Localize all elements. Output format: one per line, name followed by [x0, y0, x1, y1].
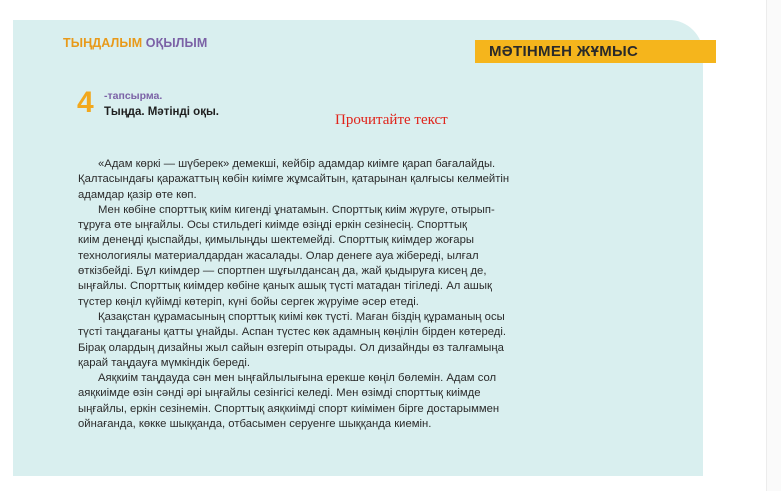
text-work-banner: МӘТІНМЕН ЖҰМЫС — [475, 40, 716, 63]
section-heading — [63, 36, 207, 50]
text-line: технологиялы материалдардан жасалады. Олар денеге ауа жібереді, ылғал — [78, 249, 479, 262]
reading-text — [78, 157, 653, 432]
text-line: Бірақ олардың дизайны жыл сайын өзгеріп отырады. Ол дизайнды өз талғамыңа — [78, 341, 504, 354]
text-line: Қалтасындағы қаражаттың көбін киімге жұмсайтын, қатарынан қалғысы келмейтін — [78, 173, 510, 186]
listening-word: ТЫҢДАЛЫМ — [63, 36, 143, 50]
text-line: Мен көбіне спорттық киім кигенді ұнатамын. Спорттық киім жүруге, отырып- — [98, 203, 495, 216]
text-line: ыңғайлы, еркін сезінемін. Спорттық аяқкиімді спорт киімімен бірге достарыммен — [78, 402, 500, 415]
text-line: ойнағанда, көкке шыққанда, отбасымен серуенге шыққанда киемін. — [78, 418, 432, 431]
text-line: Аяқкиім таңдауда сән мен ыңғайлылығына ерекше көңіл бөлемін. Адам сол — [98, 372, 497, 385]
text-line: түсті таңдағаны қатты ұнайды. Аспан түстес көк адамның көңілін бірден көтереді. — [78, 326, 507, 339]
text-line: қарай таңдауға мүмкіндік береді. — [78, 356, 250, 369]
text-line: ыңғайлы. Спорттық киімдер көбіне қаныҡ ашық түсті матадан тігіледі. Ал ашық — [78, 280, 492, 293]
text-line: түстер көңіл күйімді көтеріп, күні бойы сергек жүруіме әсер етеді. — [78, 295, 419, 308]
text-line: киім денеңді қыспайды, қимылыңды шектемейді. Спорттық киімдер жоғары — [78, 234, 474, 247]
task-label: -тапсырма. — [104, 90, 163, 102]
text-line: өткізбейді. Бұл киімдер — спортпен шұғылдансаң да, жай қыдыруға кисең де, — [78, 265, 487, 278]
task-instruction: Тыңда. Мәтінді оқы. — [104, 106, 219, 118]
translation-note: Прочитайте текст — [335, 112, 448, 128]
text-line: «Адам көркі — шүберек» демекші, кейбір адамдар киімге қарап бағалайды. — [98, 158, 496, 170]
text-line: адамдар қазір өте көп. — [78, 188, 197, 201]
text-line: аяқкиімде өзін сәнді әрі ыңғайлы сезінгісі келеді. Мен өзімді спорттық киімде — [78, 387, 481, 400]
textbook-page — [13, 20, 703, 476]
page-edge — [766, 0, 781, 491]
reading-word: ОҚЫЛЫМ — [145, 36, 208, 50]
text-line: Қазақстан құрамасының спорттық киімі көк түсті. Маған біздің құраманың осы — [98, 310, 505, 323]
text-line: тұруға өте ыңғайлы. Осы стильдегі киімде өзіңді еркін сезінесің. Спорттық — [78, 219, 467, 232]
task-number: 4 — [77, 86, 94, 119]
